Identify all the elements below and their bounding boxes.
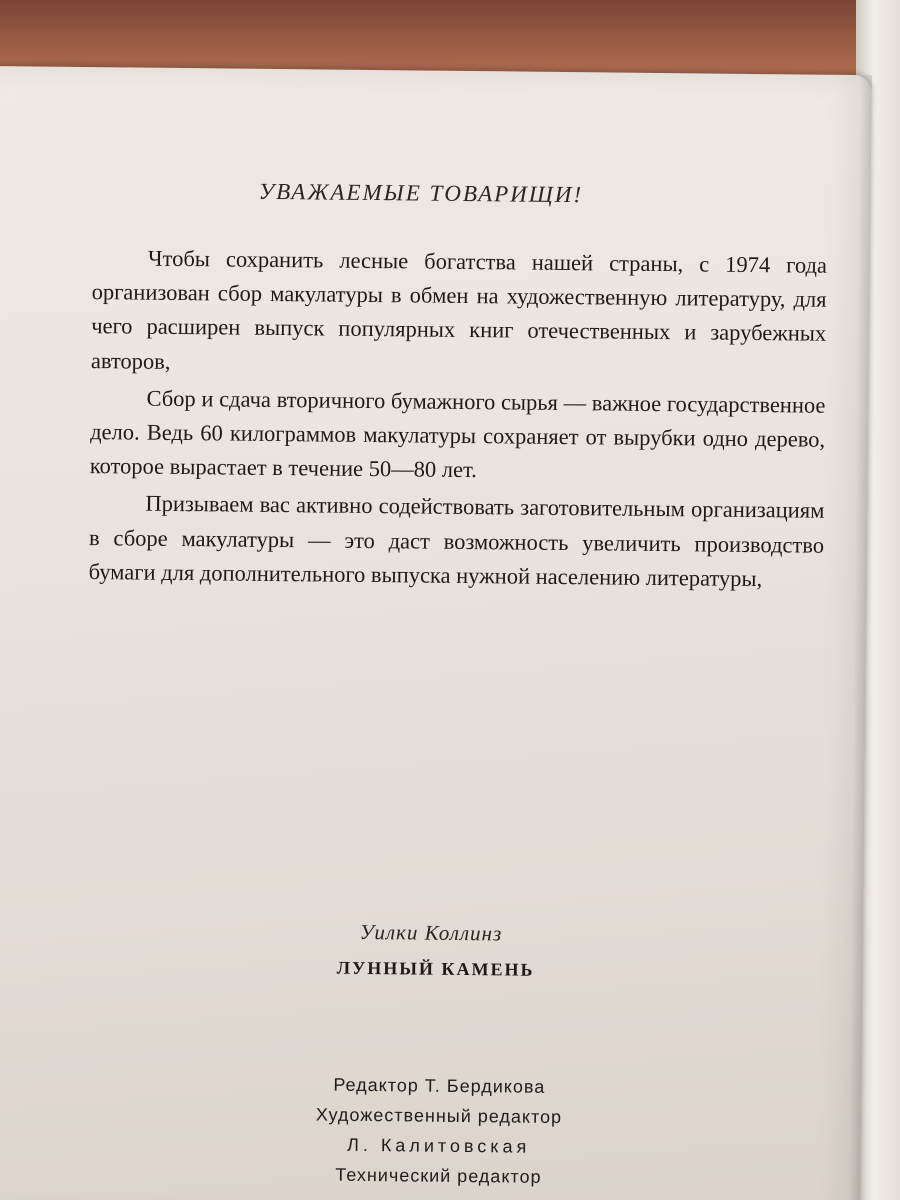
notice-paragraph-1: Чтобы сохранить лесные богатства нашей страны, с 1974 года организован сбор макулатуры в обмен на художественную литературу, для чего расширен выпуск популярных книг отечественных и зарубежных авторов, (90, 245, 828, 374)
credit-art-editor-name: Л. Калитовская (346, 1134, 531, 1157)
book-title: ЛУННЫЙ КАМЕНЬ (336, 957, 535, 980)
credit-art-editor-role: Художественный редактор (315, 1104, 563, 1128)
notice-paragraph-2: Сбор и сдача вторичного бумажного сырья — важное государственное дело. Ведь 60 килограммов макулатуры сохраняет от вырубки одно дерево, которое вырастает в течение 50—80 лет. (89, 385, 826, 483)
credit-tech-editor-role: Технический редактор (335, 1164, 542, 1187)
notice-heading: УВАЖАЕМЫЕ ТОВАРИЩИ! (258, 178, 584, 208)
imprint-credits (0, 1066, 899, 1196)
book-page (0, 66, 872, 1200)
credit-editor: Редактор Т. Бердикова (333, 1074, 546, 1097)
book-author: Уилки Коллинз (359, 919, 503, 946)
notice-body (88, 241, 827, 600)
notice-paragraph-3: Призываем вас активно содействовать заготовительным организациям в сборе макулатуры — это даст возможность увеличить производство бумаги для дополнительного выпуска нужной населению литературы, (88, 491, 825, 591)
